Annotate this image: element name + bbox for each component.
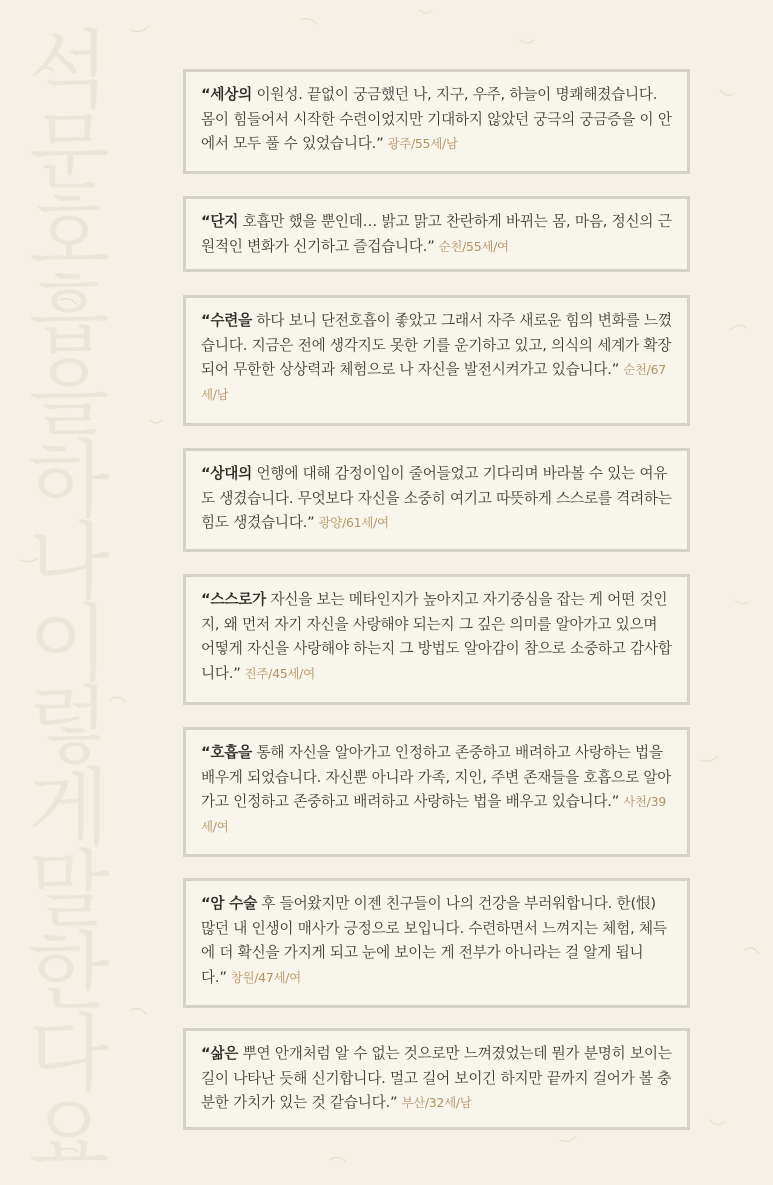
testimonial-quote <box>201 1042 673 1116</box>
title-char: 요 <box>28 1087 110 1185</box>
title-char: 석 <box>28 21 110 119</box>
quote-attribution: 창원/47세/여 <box>230 969 301 985</box>
quote-lead: “스스로가 <box>201 591 266 608</box>
quote-attribution: 순천/55세/여 <box>438 238 509 254</box>
testimonial-quote <box>201 83 673 157</box>
title-char: 을 <box>28 349 110 447</box>
testimonial-card-7 <box>183 878 690 1008</box>
title-char: 한 <box>28 923 110 1021</box>
quote-body: 호흡만 했을 뿐인데… 밝고 맑고 찬란하게 바뀌는 몸, 마음, 정신의 근원적인 변화가 신기하고 즐겁습니다.” <box>201 213 672 255</box>
quote-attribution: 진주/45세/여 <box>244 665 315 681</box>
testimonial-card-8 <box>183 1028 690 1130</box>
title-char: 흡 <box>28 267 110 365</box>
quote-lead: “삶은 <box>201 1045 239 1062</box>
title-char: 다 <box>28 1005 110 1103</box>
quote-body: 이원성. 끝없이 궁금했던 나, 지구, 우주, 하늘이 명쾌해졌습니다. 몸이 힘들어서 시작한 수련이었지만 기대하지 않았던 궁극의 궁금증을 이 안에서 모두 풀 수 있었습니다.” <box>201 86 672 153</box>
testimonial-quote <box>201 892 673 990</box>
testimonial-card-5 <box>183 574 690 705</box>
quote-attribution: 광주/55세/남 <box>387 136 458 152</box>
testimonial-card-1 <box>183 69 690 174</box>
quote-body: 통해 자신을 알아가고 인정하고 존중하고 배려하고 사랑하는 법을 배우게 되었습니다. 자신뿐 아니라 가족, 지인, 주변 존재들을 호흡으로 알아가고 인정하고 존중하고 배려하고 사랑하는 법을 배우고 있습니다.” <box>201 744 672 811</box>
testimonial-quote <box>201 588 673 686</box>
quote-attribution: 부산/32세/남 <box>401 1095 472 1111</box>
quote-body: 하다 보니 단전호흡이 좋았고 그래서 자주 새로운 힘의 변화를 느꼈습니다. 지금은 전에 생각지도 못한 기를 운기하고 있고, 의식의 세계가 확장되어 무한한 상상력과 체험으로 나 자신을 발전시켜가고 있습니다.” <box>201 312 672 379</box>
quote-lead: “암 수술 <box>201 895 257 912</box>
title-char: 호 <box>28 185 110 283</box>
title-char: 나 <box>28 513 110 611</box>
testimonial-card-3 <box>183 295 690 426</box>
title-char: 이 <box>28 595 110 693</box>
title-char: 하 <box>28 431 110 529</box>
quote-lead: “호흡을 <box>201 744 253 761</box>
title-char: 게 <box>28 759 110 857</box>
quote-body: 뿌연 안개처럼 알 수 없는 것으로만 느껴졌었는데 뭔가 분명히 보이는 길이 나타난 듯해 신기합니다. 멀고 길어 보이긴 하지만 끝까지 걸어가 볼 충분한 가치가 있는 것 같습니다.” <box>201 1045 672 1112</box>
testimonial-quote <box>201 462 673 536</box>
vertical-background-title <box>14 21 124 1185</box>
title-char: 말 <box>28 841 110 939</box>
testimonial-quote <box>201 210 673 259</box>
quote-lead: “단지 <box>201 213 239 230</box>
testimonial-quote <box>201 309 673 407</box>
quote-attribution: 사천/39세/여 <box>201 794 666 834</box>
quote-lead: “수련을 <box>201 312 253 329</box>
quote-attribution: 순천/67세/남 <box>201 362 666 402</box>
quote-lead: “상대의 <box>201 465 253 482</box>
testimonial-card-4 <box>183 448 690 552</box>
title-char: 문 <box>28 103 110 201</box>
quote-body: 언행에 대해 감정이입이 줄어들었고 기다리며 바라볼 수 있는 여유도 생겼습니다. 무엇보다 자신을 소중히 여기고 따뜻하게 스스로를 격려하는 힘도 생겼습니다.” <box>201 465 672 532</box>
testimonial-card-6 <box>183 727 690 857</box>
testimonial-card-2 <box>183 196 690 272</box>
quote-body: 후 들어왔지만 이젠 친구들이 나의 건강을 부러워합니다. 한(恨) 많던 내 인생이 매사가 긍정으로 보입니다. 수련하면서 느껴지는 체험, 체득에 더 확신을 가지게 되고 눈에 보이는 게 전부가 아니라는 걸 알게 됩니다.” <box>201 895 667 986</box>
quote-attribution: 광양/61세/여 <box>318 515 389 531</box>
quote-lead: “세상의 <box>201 86 253 103</box>
quote-body: 자신을 보는 메타인지가 높아지고 자기중심을 잡는 게 어떤 것인지, 왜 먼저 자기 자신을 사랑해야 되는지 그 깊은 의미를 알아가고 있으며 어떻게 자신을 사랑해야 하는지 그 방법도 알아감이 참으로 소중하고 감사합니다.” <box>201 591 672 682</box>
testimonial-quote <box>201 741 673 839</box>
title-char: 렇 <box>28 677 110 775</box>
